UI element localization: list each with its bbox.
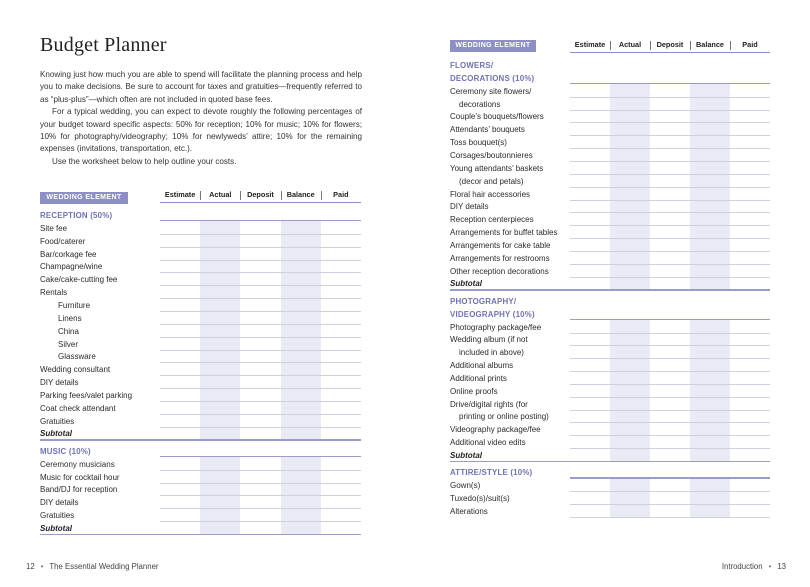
row-line [160,234,361,235]
row-line [160,337,361,338]
intro-text [40,69,362,168]
intro-paragraph-3: Use the worksheet below to help outline your costs. [52,156,237,166]
left-col-divider [240,191,241,200]
subtotal-rule [40,534,361,536]
line-item: Glassware [58,352,96,362]
row-line [160,483,361,484]
page-number-right: 13 [777,562,786,571]
right-col-paid: Paid [742,40,758,49]
line-item: Wedding consultant [40,365,111,375]
left-col-balance: Balance [286,190,315,199]
line-item: Additional prints [450,373,507,383]
page-number-left: 12 [26,562,35,571]
right-col-divider [730,41,731,50]
right-col-actual: Actual [618,40,642,49]
right-header-rule [570,52,770,53]
row-line [570,358,770,359]
line-item: Arrangements for restrooms [450,253,550,263]
right-col-divider [650,41,651,50]
subtotal-rule [450,289,770,291]
section-rule [570,83,770,85]
line-item: Cake/cake-cutting fee [40,275,118,285]
row-line [160,298,361,299]
line-item: Additional video edits [450,438,526,448]
left-header-rule [160,202,361,203]
balance-column-shade [281,221,321,440]
right-col-estimate: Estimate [574,40,606,49]
line-item: Rentals [40,288,68,298]
line-item: Gown(s) [450,481,481,491]
section-header: MUSIC (10%) [40,446,91,456]
subtotal-label: Subtotal [450,279,482,289]
line-item: Reception centerpieces [450,215,534,225]
right-col-deposit: Deposit [656,40,684,49]
row-line [570,200,770,201]
section-header: ATTIRE/STYLE (10%) [450,468,533,478]
line-item: decorations [459,99,501,109]
line-item: Champagne/wine [40,262,103,272]
line-item: Gratuities [40,511,75,521]
section-header: DECORATIONS (10%) [450,73,535,83]
wedding-element-badge-left: WEDDING ELEMENT [40,192,128,204]
line-item: Young attendants’ baskets [450,163,544,173]
left-col-deposit: Deposit [247,190,274,199]
line-item: Other reception decorations [450,266,549,276]
right-col-divider [690,41,691,50]
left-col-paid: Paid [333,190,349,199]
line-item: Music for cocktail hour [40,472,120,482]
page-title: Budget Planner [40,34,167,56]
row-line [570,397,770,398]
line-item: Alterations [450,506,488,516]
line-item: Arrangements for buffet tables [450,228,558,238]
row-line [160,495,361,496]
row-line [570,345,770,346]
row-line [160,285,361,286]
row-line [160,260,361,261]
intro-paragraph-1: Knowing just how much you are able to spend will facilitate the planning process and help you to make decisions. Be sure to account for taxes and gratuities—frequently referred to as “plus-plus”—which often are not included in quoted base fees. [40,70,362,104]
line-item: Linens [58,313,82,323]
row-line [160,401,361,402]
line-item: Site fee [40,223,68,233]
row-line [160,508,361,509]
row-line [570,238,770,239]
line-item: Ceremony site flowers/ [450,86,532,96]
row-line [570,187,770,188]
section-header: FLOWERS/ [450,61,494,70]
subtotal-label: Subtotal [40,429,72,439]
subtotal-label: Subtotal [40,523,72,533]
right-col-balance: Balance [696,40,724,49]
line-item: Floral hair accessories [450,189,531,199]
line-item: Toss bouquet(s) [450,138,507,148]
line-item: Parking fees/valet parking [40,390,133,400]
row-line [570,225,770,226]
row-line [570,135,770,136]
line-item: (decor and petals) [459,176,524,186]
line-item: Ceremony musicians [40,459,115,469]
row-line [160,521,361,522]
row-line [570,110,770,111]
line-item: Bar/corkage fee [40,249,97,259]
row-line [570,384,770,385]
line-item: Corsages/boutonnieres [450,150,533,160]
row-line [160,388,361,389]
section-header: VIDEOGRAPHY (10%) [450,309,535,319]
row-line [570,422,770,423]
line-item: Wedding album (if not [450,335,528,345]
row-line [570,517,770,518]
row-line [570,161,770,162]
left-col-estimate: Estimate [164,190,196,199]
section-rule [570,477,770,479]
line-item: Attendants’ bouquets [450,125,525,135]
row-line [570,448,770,449]
bullet-icon: • [40,562,44,571]
line-item: Additional albums [450,361,514,371]
section-rule [570,319,770,321]
row-line [570,504,770,505]
line-item: Couple’s bouquets/flowers [450,112,544,122]
row-line [160,247,361,248]
line-item: Band/DJ for reception [40,485,118,495]
line-item: Coat check attendant [40,403,116,413]
section-title: Introduction [721,562,763,571]
left-col-divider [281,191,282,200]
line-item: Tuxedo(s)/suit(s) [450,494,510,504]
intro-paragraph-2: For a typical wedding, you can expect to devote roughly the following percentages of your budget toward specific aspects: 50% for reception; 10% for music; 10% for flowers; 10% for photography/videography; 10% for newlyweds’ attire; 10% for the remaining expenses (invitations, transportation, etc.). [40,107,362,154]
footer-right [722,562,786,571]
line-item: printing or online posting) [459,412,549,422]
balance-column-shade [690,320,730,462]
section-header: RECEPTION (50%) [40,211,113,220]
balance-column-shade [690,478,730,518]
line-item: Drive/digital rights (for [450,399,528,409]
row-line [160,375,361,376]
row-line [160,311,361,312]
row-line [160,470,361,471]
actual-column-shade [200,221,240,440]
row-line [160,272,361,273]
line-item: Food/caterer [40,236,86,246]
line-item: DIY details [40,378,79,388]
actual-column-shade [610,320,650,462]
left-col-divider [321,191,322,200]
left-col-divider [200,191,201,200]
row-line [570,97,770,98]
row-line [160,350,361,351]
line-item: Photography package/fee [450,322,542,332]
subtotal-rule [40,439,361,441]
book-title: The Essential Wedding Planner [49,562,159,571]
wedding-element-badge-right: WEDDING ELEMENT [450,40,536,52]
line-item: Videography package/fee [450,425,541,435]
actual-column-shade [610,478,650,518]
section-rule [160,456,361,458]
row-line [570,435,770,436]
line-item: Furniture [58,300,91,310]
subtotal-rule [450,461,770,463]
line-item: DIY details [450,202,489,212]
bullet-icon: • [768,562,772,571]
row-line [570,277,770,278]
subtotal-label: Subtotal [450,451,482,460]
row-line [160,362,361,363]
line-item: China [58,326,79,336]
row-line [570,264,770,265]
right-col-divider [610,41,611,50]
line-item: included in above) [459,348,524,358]
row-line [160,324,361,325]
row-line [570,148,770,149]
row-line [570,122,770,123]
section-header: PHOTOGRAPHY/ [450,296,517,306]
row-line [570,371,770,372]
row-line [570,491,770,492]
row-line [570,333,770,334]
line-item: DIY details [40,498,79,508]
row-line [570,410,770,411]
row-line [570,251,770,252]
section-rule [160,220,361,222]
line-item: Online proofs [450,386,498,396]
line-item: Silver [58,339,79,349]
row-line [160,427,361,428]
row-line [570,174,770,175]
footer-left [26,562,159,571]
row-line [160,414,361,415]
line-item: Arrangements for cake table [450,240,551,250]
line-item: Gratuities [40,416,75,426]
left-col-actual: Actual [209,190,232,199]
row-line [570,212,770,213]
